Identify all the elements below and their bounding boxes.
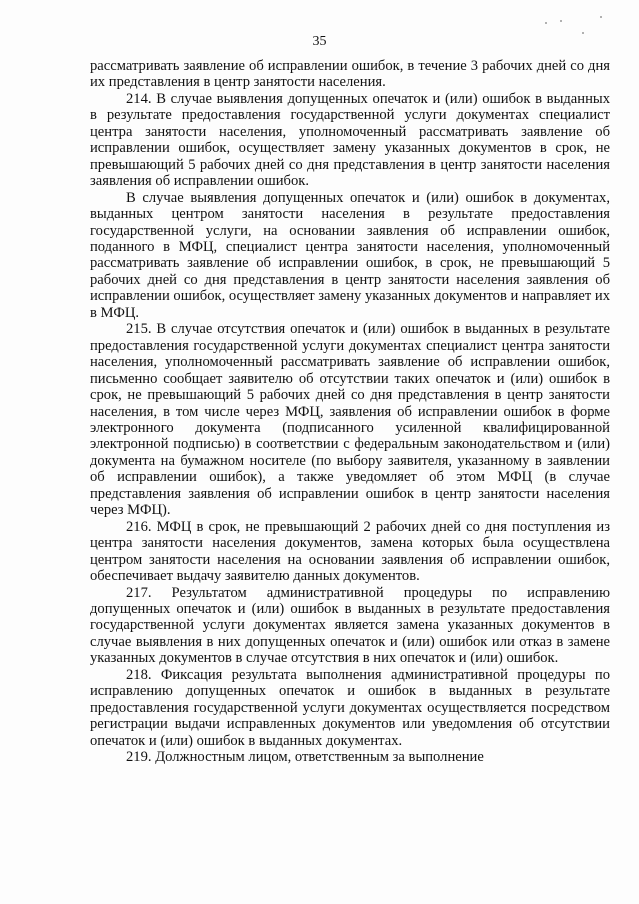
paragraph-214-mfc: В случае выявления допущенных опечаток и (или) ошибок в документах, выданных центром занятости населения в результате предоставления государственной услуги, на основании заявления об исправлении ошибок, поданного в МФЦ, специалист центра занятости населения, уполномоченный рассматривать заявление об исправлении ошибок, в срок, не превышающий 5 рабочих дней со дня представления в центр занятости населения заявления об исправлении ошибок, осуществляет замену указанных документов и направляет их в МФЦ. xyxy=(90,189,610,321)
paragraph-continuation: рассматривать заявление об исправлении ошибок, в течение 3 рабочих дней со дня их представления в центр занятости населения. xyxy=(90,58,610,91)
paragraph-217: 217. Результатом административной процедуры по исправлению допущенных опечаток и (или) ошибок в выданных в результате предоставления государственной услуги документах является замена указанных документов в случае выявления в них допущенных опечаток и (или) ошибок или отказ в замене указанных документов в случае отсутствия в них опечаток и (или) ошибок. xyxy=(90,584,610,667)
paragraph-214: 214. В случае выявления допущенных опечаток и (или) ошибок в выданных в результате предоставления государственной услуги документах специалист центра занятости населения, уполномоченный рассматривать заявление об исправлении ошибок, осуществляет замену указанных документов в срок, не превышающий 5 рабочих дней со дня представления в центр занятости населения заявления об исправлении ошибок. xyxy=(90,90,610,190)
scan-speck xyxy=(560,20,562,22)
paragraph-218: 218. Фиксация результата выполнения административной процедуры по исправлению допущенных опечаток и ошибок в выданных в результате предоставления государственной услуги документах осуществляется посредством регистрации выдачи исправленных документов или уведомления об отсутствии опечаток и (или) ошибок в выданных документах. xyxy=(90,666,610,749)
page-number: 35 xyxy=(312,34,327,49)
scan-speck xyxy=(600,16,602,18)
document-body xyxy=(90,58,610,765)
scan-speck xyxy=(545,22,547,24)
paragraph-219: 219. Должностным лицом, ответственным за выполнение xyxy=(126,749,484,766)
paragraph-216: 216. МФЦ в срок, не превышающий 2 рабочих дней со дня поступления из центра занятости населения документов, замена которых была осуществлена центром занятости населения на основании заявления об исправлении ошибок, обеспечивает выдачу заявителю данных документов. xyxy=(90,518,610,585)
scan-speck xyxy=(582,32,584,34)
paragraph-215: 215. В случае отсутствия опечаток и (или) ошибок в выданных в результате предоставления государственной услуги документах специалист центра занятости населения, уполномоченный рассматривать заявление об исправлении ошибок, письменно сообщает заявителю об отсутствии таких опечаток и (или) ошибок в срок, не превышающий 5 рабочих дней со дня представления в центр занятости населения, в том числе через МФЦ, заявления об исправлении ошибок в форме электронного документа (подписанного усиленной квалифицированной электронной подписью) в соответствии с федеральным законодательством и (или) документа на бумажном носителе (по выбору заявителя, указанному в заявлении об исправлении ошибок), а также уведомляет об этом МФЦ (в случае представления заявления об исправлении ошибок в центр занятости населения через МФЦ). xyxy=(90,321,610,519)
